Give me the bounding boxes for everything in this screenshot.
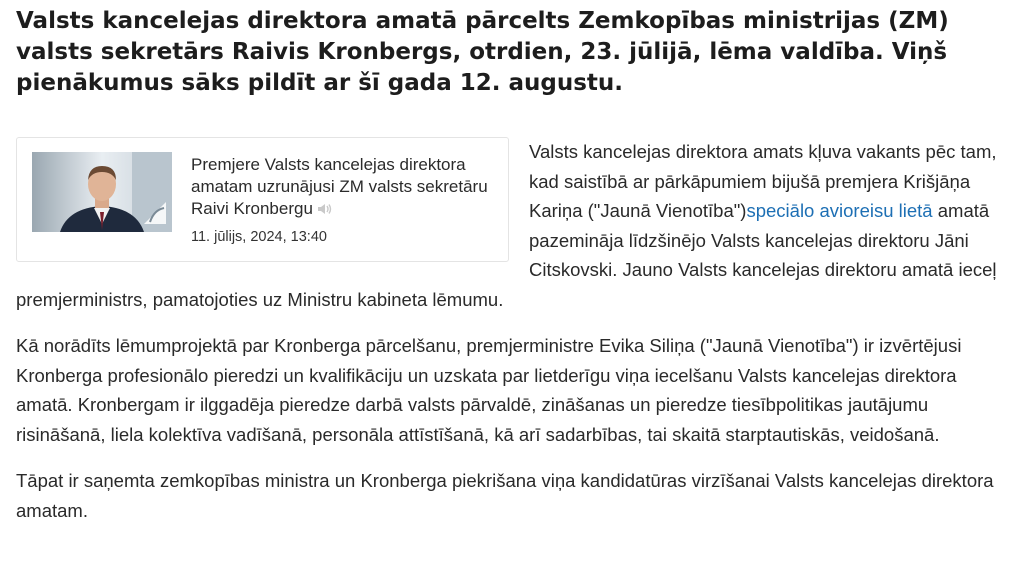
article-lead: Valsts kancelejas direktora amatā pārcelts Zemkopības ministrijas (ZM) valsts sekretārs Raivis Kronbergs, otrdien, 23. jūlijā, lēma valdība. Viņš pienākumus sāks pildīt ar šī gada 12. augustu. [16, 8, 949, 96]
article-body [16, 137, 1008, 542]
paragraph-2: Kā norādīts lēmumprojektā par Kronberga pārcelšanu, premjerministre Evika Siliņa ("Jaunā Vienotība") ir izvērtējusi Kronberga profesionālo pieredzi un kvalifikāciju un uzskata par lietderīgu viņa iecelšanu Valsts kancelejas direktora amatā. Kronbergam ir ilggadēja pieredze darbā valsts pārvaldē, zināšanas un pieredze tiesībpolitikas jautājumu risināšanā, liela kolektīva vadīšanā, personāla attīstīšanā, kā arī sadarbības, tai skaitā starptautiskās, veidošanā. [16, 335, 962, 445]
inline-link-avioreisu-lieta[interactable]: speciālo avioreisu lietā [746, 200, 933, 221]
related-article-date: 11. jūlijs, 2024, 13:40 [191, 229, 327, 245]
paragraph-1 [16, 137, 1008, 314]
related-article-title [191, 154, 491, 222]
related-article-card[interactable] [16, 137, 509, 262]
paragraph-3: Tāpat ir saņemta zemkopības ministra un Kronberga piekrišana viņa kandidatūras virzīšanai Valsts kancelejas direktora amatam. [16, 470, 994, 521]
speaker-icon [317, 200, 333, 222]
related-article-thumbnail [32, 152, 172, 232]
paragraph-1-text-a: Valsts kancelejas direktora amats kļuva vakants pēc tam, kad saistībā ar pārkāpumiem bijušā premjera Krišjāņa Kariņa ("Jaunā Vienotība") [529, 141, 997, 221]
related-article-title-text: Premjere Valsts kancelejas direktora amatam uzrunājusi ZM valsts sekretāru Raivi Kronbergu [191, 155, 488, 218]
paragraph-1-text-b: amatā pazemināja līdzšinējo Valsts kancelejas direktoru Jāni Citskovski. Jauno Valsts kancelejas direktoru amatā ieceļ premjerministrs, pamatojoties uz Ministru kabineta lēmumu. [16, 200, 997, 310]
